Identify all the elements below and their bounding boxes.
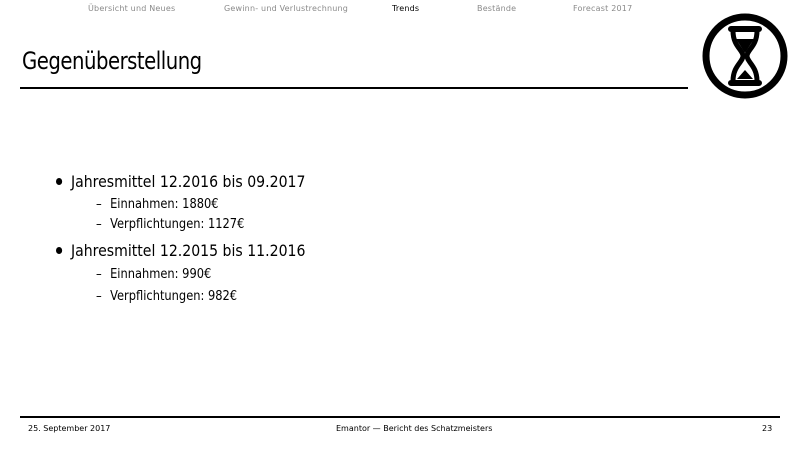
nav-item-guv[interactable]: Gewinn- und Verlustrechnung (224, 4, 349, 13)
sub-list-item (96, 217, 244, 232)
sub-item-label: Verpflichtungen: 982€ (110, 289, 238, 304)
list-item (56, 172, 305, 191)
bullet-icon (56, 247, 62, 254)
footer-date: 25. September 2017 (28, 424, 111, 433)
sub-item-label: Einnahmen: 1880€ (110, 197, 219, 212)
dash-icon: – (96, 217, 102, 232)
nav-item-bestaende[interactable]: Bestände (477, 4, 517, 13)
sub-item-label: Verpflichtungen: 1127€ (110, 217, 245, 232)
footer-divider (20, 416, 780, 418)
dash-icon: – (96, 197, 102, 212)
sub-list-item (96, 289, 237, 304)
page-number: 23 (762, 424, 773, 433)
list-item (56, 241, 305, 260)
dash-icon: – (96, 289, 102, 304)
group-label: Jahresmittel 12.2015 bis 11.2016 (70, 241, 306, 260)
bullet-icon (56, 178, 62, 185)
group-label: Jahresmittel 12.2016 bis 09.2017 (70, 172, 306, 191)
nav-item-trends[interactable]: Trends (392, 4, 420, 13)
nav-item-forecast[interactable]: Forecast 2017 (573, 4, 633, 13)
nav-item-uebersicht[interactable]: Übersicht und Neues (88, 4, 176, 13)
page-title: Gegenüberstellung (22, 47, 202, 75)
sub-item-label: Einnahmen: 990€ (110, 267, 212, 282)
dash-icon: – (96, 267, 102, 282)
footer-title: Emantor — Bericht des Schatzmeisters (336, 424, 493, 433)
sub-list-item (96, 267, 211, 282)
sub-list-item (96, 197, 219, 212)
